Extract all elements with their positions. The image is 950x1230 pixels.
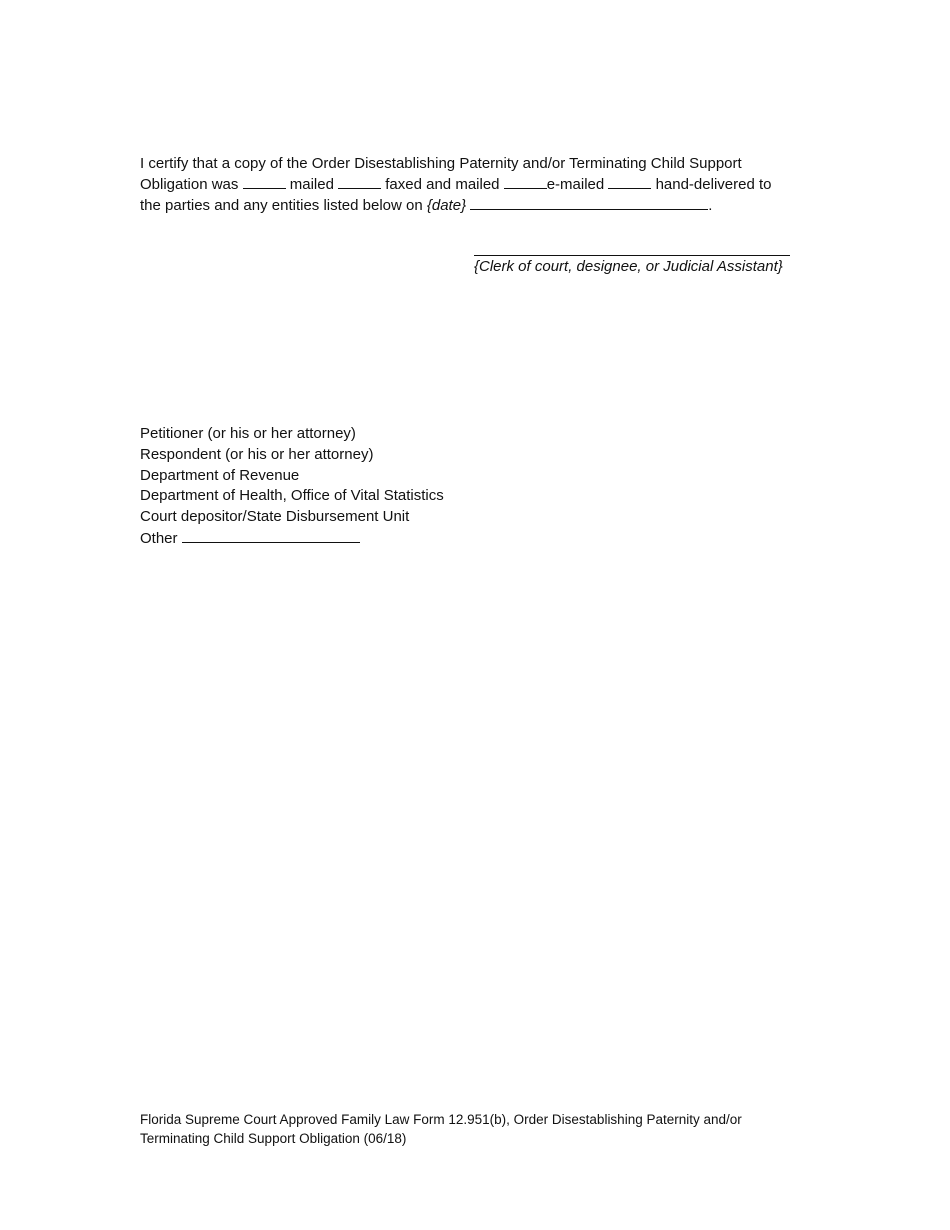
certificate-of-service	[140, 153, 800, 216]
hand-delivered-label: hand-delivered to	[655, 176, 772, 193]
emailed-blank[interactable]	[504, 174, 547, 189]
distribution-item-other	[140, 528, 444, 550]
faxed-label: faxed and mailed	[385, 176, 500, 193]
distribution-item-health: Department of Health, Office of Vital Statistics	[140, 487, 444, 505]
signature-block	[474, 236, 794, 277]
signature-line[interactable]	[474, 236, 790, 256]
date-blank[interactable]	[470, 195, 708, 210]
distribution-item-petitioner: Petitioner (or his or her attorney)	[140, 425, 356, 442]
other-blank[interactable]	[182, 528, 360, 543]
certificate-line-3	[140, 195, 800, 216]
mailed-blank[interactable]	[243, 174, 286, 189]
obligation-was-text: Obligation was	[140, 176, 239, 193]
certificate-line-1: I certify that a copy of the Order Disestablishing Paternity and/or Terminating Child Support	[140, 155, 742, 172]
other-label: Other	[140, 529, 178, 547]
hand-delivered-blank[interactable]	[608, 174, 651, 189]
distribution-list	[140, 424, 444, 550]
distribution-item-respondent: Respondent (or his or her attorney)	[140, 445, 374, 463]
footer-line-2: Terminating Child Support Obligation (06/18)	[140, 1131, 407, 1146]
mailed-label: mailed	[289, 176, 334, 193]
footer-line-1: Florida Supreme Court Approved Family Law Form 12.951(b), Order Disestablishing Paternity and/or	[140, 1112, 742, 1127]
distribution-item-depositor: Court depositor/State Disbursement Unit	[140, 508, 410, 526]
period: .	[708, 197, 713, 214]
entities-text: the parties and any entities listed below on	[140, 197, 423, 214]
faxed-blank[interactable]	[338, 174, 381, 189]
certificate-line-2	[140, 174, 800, 195]
page-footer	[140, 1110, 820, 1148]
signature-caption: {Clerk of court, designee, or Judicial Assistant}	[474, 258, 783, 275]
date-label: {date}	[426, 197, 467, 214]
distribution-item-revenue: Department of Revenue	[140, 466, 300, 484]
emailed-label: e-mailed	[546, 176, 605, 193]
